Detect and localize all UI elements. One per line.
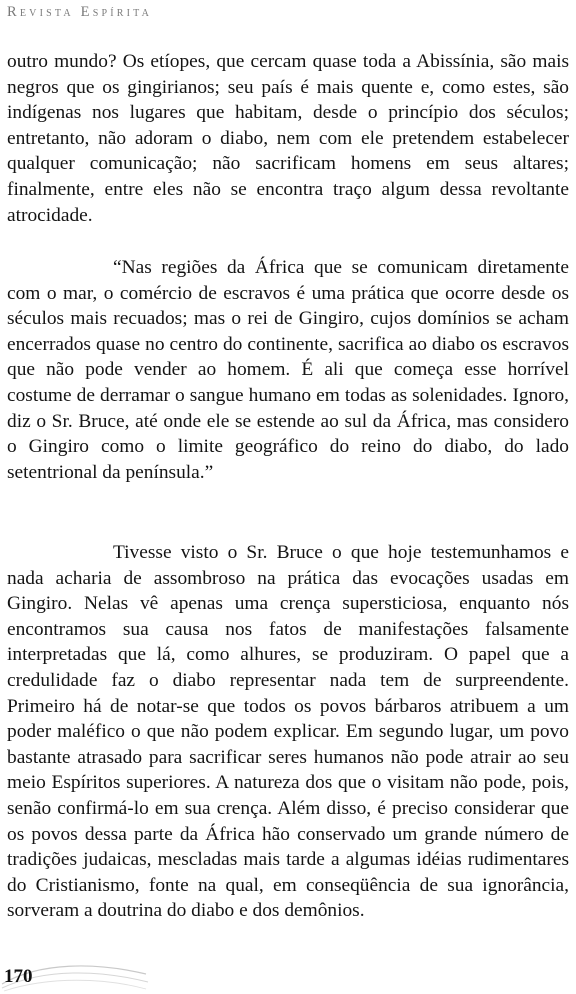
page-number: 170 xyxy=(4,966,33,987)
paragraph-1: outro mundo? Os etíopes, que cercam quase toda a Abissínia, são mais negros que os gingirianos; seu país é mais quente e, como estes, são indígenas nos lugares que habitam, desde o princípio dos séculos; entretanto, não adoram o diabo, nem com ele pretendem estabelecer qualquer comunicação; não sacrificam homens em seus altares; finalmente, entre eles não se encontra traço algum dessa revoltante atrocidade. xyxy=(7,51,569,226)
running-head: Revista Espírita xyxy=(7,4,153,20)
paragraph-3: Tivesse visto o Sr. Bruce o que hoje testemunhamos e nada acharia de assombroso na prática das evocações usadas em Gingiro. Nelas vê apenas uma crença supersticiosa, enquanto nós encontramos sua causa nos fatos de manifestações falsamente interpretadas que lá, como alhures, se produziram. O papel que a credulidade faz o diabo representar nada tem de surpreendente. Primeiro há de notar-se que todos os povos bárbaros atribuem a um poder maléfico o que não podem explicar. Em segundo lugar, um povo bastante atrasado para sacrificar seres humanos não pode atrair ao seu meio Espíritos superiores. A natureza dos que o visitam não pode, pois, senão confirmá-lo em sua crença. Além disso, é preciso considerar que os povos dessa parte da África hão conservado um grande número de tradições judaicas, mescladas mais tarde a algumas idéias rudimentares do Cristianismo, fonte na qual, em conseqüência de sua ignorância, sorveram a doutrina do diabo e dos demônios. xyxy=(7,542,569,922)
paragraph-2-quote: “Nas regiões da África que se comunicam diretamente com o mar, o comércio de escravos é uma prática que ocorre desde os séculos mais recuados; mas o rei de Gingiro, cujos domínios se acham encerrados quase no centro do continente, sacrifica ao diabo os escravos que não pode vender ao homem. É ali que começa esse horrível costume de derramar o sangue humano em todas as solenidades. Ignoro, diz o Sr. Bruce, até onde ele se estende ao sul da África, mas considero o Gingiro como o limite geográfico do reino do diabo, do lado setentrional da península.” xyxy=(7,257,569,483)
